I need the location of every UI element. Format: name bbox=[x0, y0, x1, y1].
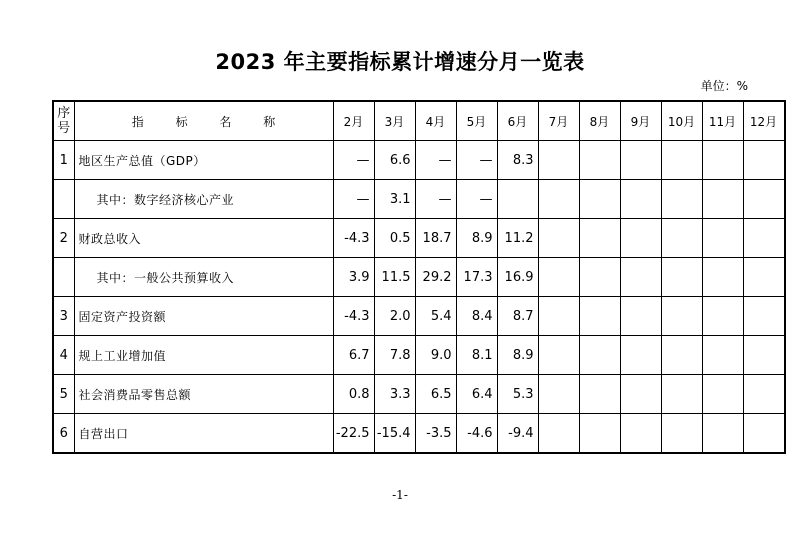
row-value-cell: -4.3 bbox=[333, 297, 374, 336]
row-indicator-name: 社会消费品零售总额 bbox=[74, 375, 333, 414]
row-value-cell: -4.3 bbox=[333, 219, 374, 258]
row-value-cell: -15.4 bbox=[374, 414, 415, 454]
row-indicator-name: 自营出口 bbox=[74, 414, 333, 454]
row-value-cell bbox=[579, 180, 620, 219]
row-value-cell: — bbox=[456, 180, 497, 219]
header-month: 10月 bbox=[661, 101, 702, 141]
row-value-cell: 3.3 bbox=[374, 375, 415, 414]
row-value-cell: 6.4 bbox=[456, 375, 497, 414]
row-value-cell bbox=[579, 414, 620, 454]
row-value-cell: — bbox=[333, 141, 374, 180]
header-month: 5月 bbox=[456, 101, 497, 141]
row-value-cell bbox=[702, 336, 743, 375]
row-value-cell bbox=[620, 414, 661, 454]
row-value-cell bbox=[579, 297, 620, 336]
row-value-cell bbox=[620, 258, 661, 297]
table-row bbox=[53, 219, 785, 258]
row-value-cell bbox=[702, 180, 743, 219]
row-value-cell: — bbox=[415, 141, 456, 180]
row-value-cell bbox=[702, 375, 743, 414]
row-value-cell bbox=[620, 297, 661, 336]
indicator-table bbox=[52, 100, 786, 454]
row-indicator-name: 固定资产投资额 bbox=[74, 297, 333, 336]
row-value-cell bbox=[538, 219, 579, 258]
row-value-cell bbox=[661, 258, 702, 297]
row-value-cell: 8.9 bbox=[497, 336, 538, 375]
row-value-cell bbox=[661, 219, 702, 258]
table-row bbox=[53, 141, 785, 180]
header-month: 12月 bbox=[743, 101, 785, 141]
row-seq bbox=[53, 258, 74, 297]
row-value-cell bbox=[702, 219, 743, 258]
header-month: 2月 bbox=[333, 101, 374, 141]
row-value-cell: 8.3 bbox=[497, 141, 538, 180]
header-month: 11月 bbox=[702, 101, 743, 141]
row-value-cell bbox=[661, 375, 702, 414]
header-month: 9月 bbox=[620, 101, 661, 141]
row-value-cell: 6.6 bbox=[374, 141, 415, 180]
row-seq: 6 bbox=[53, 414, 74, 454]
row-value-cell bbox=[579, 336, 620, 375]
row-value-cell bbox=[743, 375, 785, 414]
header-month: 7月 bbox=[538, 101, 579, 141]
row-value-cell: -3.5 bbox=[415, 414, 456, 454]
row-value-cell bbox=[743, 414, 785, 454]
row-value-cell: 18.7 bbox=[415, 219, 456, 258]
row-value-cell: 5.3 bbox=[497, 375, 538, 414]
table-row bbox=[53, 258, 785, 297]
unit-label: 单位：% bbox=[700, 79, 748, 93]
row-value-cell bbox=[702, 141, 743, 180]
row-value-cell: 0.5 bbox=[374, 219, 415, 258]
header-month: 3月 bbox=[374, 101, 415, 141]
row-value-cell bbox=[661, 336, 702, 375]
header-seq-text: 序号 bbox=[57, 106, 71, 136]
header-month: 6月 bbox=[497, 101, 538, 141]
header-seq bbox=[53, 101, 74, 141]
row-value-cell bbox=[661, 180, 702, 219]
document-title: 2023 年主要指标累计增速分月一览表 bbox=[215, 50, 585, 74]
row-indicator-name: 地区生产总值（GDP） bbox=[74, 141, 333, 180]
row-value-cell: 3.9 bbox=[333, 258, 374, 297]
row-value-cell bbox=[661, 414, 702, 454]
row-seq: 3 bbox=[53, 297, 74, 336]
row-value-cell: 9.0 bbox=[415, 336, 456, 375]
row-value-cell: 0.8 bbox=[333, 375, 374, 414]
header-month: 4月 bbox=[415, 101, 456, 141]
row-value-cell bbox=[620, 219, 661, 258]
row-value-cell: 8.4 bbox=[456, 297, 497, 336]
row-value-cell bbox=[497, 180, 538, 219]
row-value-cell bbox=[538, 258, 579, 297]
row-value-cell bbox=[702, 414, 743, 454]
row-value-cell bbox=[579, 141, 620, 180]
row-value-cell bbox=[579, 219, 620, 258]
row-value-cell bbox=[538, 141, 579, 180]
row-value-cell: 8.1 bbox=[456, 336, 497, 375]
row-value-cell bbox=[538, 375, 579, 414]
row-value-cell bbox=[743, 258, 785, 297]
row-seq bbox=[53, 180, 74, 219]
header-month: 8月 bbox=[579, 101, 620, 141]
row-indicator-name: 其中：一般公共预算收入 bbox=[74, 258, 333, 297]
row-value-cell bbox=[579, 258, 620, 297]
row-value-cell: — bbox=[415, 180, 456, 219]
header-name: 指 标 名 称 bbox=[74, 101, 333, 141]
row-value-cell bbox=[620, 180, 661, 219]
row-value-cell bbox=[702, 297, 743, 336]
row-value-cell bbox=[743, 336, 785, 375]
row-value-cell bbox=[743, 141, 785, 180]
row-indicator-name: 其中：数字经济核心产业 bbox=[74, 180, 333, 219]
row-seq: 5 bbox=[53, 375, 74, 414]
table-header-row bbox=[53, 101, 785, 141]
row-value-cell: 11.2 bbox=[497, 219, 538, 258]
row-indicator-name: 财政总收入 bbox=[74, 219, 333, 258]
row-value-cell: 3.1 bbox=[374, 180, 415, 219]
row-value-cell bbox=[538, 414, 579, 454]
row-value-cell: 8.9 bbox=[456, 219, 497, 258]
row-value-cell: 8.7 bbox=[497, 297, 538, 336]
table-row bbox=[53, 336, 785, 375]
row-value-cell bbox=[579, 375, 620, 414]
row-indicator-name: 规上工业增加值 bbox=[74, 336, 333, 375]
row-value-cell: 6.7 bbox=[333, 336, 374, 375]
row-value-cell: 6.5 bbox=[415, 375, 456, 414]
row-value-cell bbox=[702, 258, 743, 297]
table-row bbox=[53, 414, 785, 454]
row-value-cell: 11.5 bbox=[374, 258, 415, 297]
row-value-cell: 16.9 bbox=[497, 258, 538, 297]
row-seq: 2 bbox=[53, 219, 74, 258]
row-value-cell bbox=[620, 336, 661, 375]
row-value-cell bbox=[620, 375, 661, 414]
row-value-cell bbox=[620, 141, 661, 180]
row-value-cell: -4.6 bbox=[456, 414, 497, 454]
row-value-cell: — bbox=[333, 180, 374, 219]
row-value-cell bbox=[538, 336, 579, 375]
row-value-cell bbox=[743, 180, 785, 219]
row-value-cell: 2.0 bbox=[374, 297, 415, 336]
row-value-cell bbox=[538, 180, 579, 219]
row-value-cell bbox=[743, 297, 785, 336]
row-value-cell: -9.4 bbox=[497, 414, 538, 454]
row-seq: 4 bbox=[53, 336, 74, 375]
table-row bbox=[53, 180, 785, 219]
row-value-cell bbox=[743, 219, 785, 258]
page-number: -1- bbox=[392, 488, 408, 502]
row-value-cell: 29.2 bbox=[415, 258, 456, 297]
row-value-cell: 17.3 bbox=[456, 258, 497, 297]
row-seq: 1 bbox=[53, 141, 74, 180]
row-value-cell: — bbox=[456, 141, 497, 180]
row-value-cell bbox=[538, 297, 579, 336]
row-value-cell bbox=[661, 297, 702, 336]
row-value-cell: 5.4 bbox=[415, 297, 456, 336]
table-row bbox=[53, 375, 785, 414]
table-row bbox=[53, 297, 785, 336]
row-value-cell bbox=[661, 141, 702, 180]
row-value-cell: -22.5 bbox=[333, 414, 374, 454]
row-value-cell: 7.8 bbox=[374, 336, 415, 375]
